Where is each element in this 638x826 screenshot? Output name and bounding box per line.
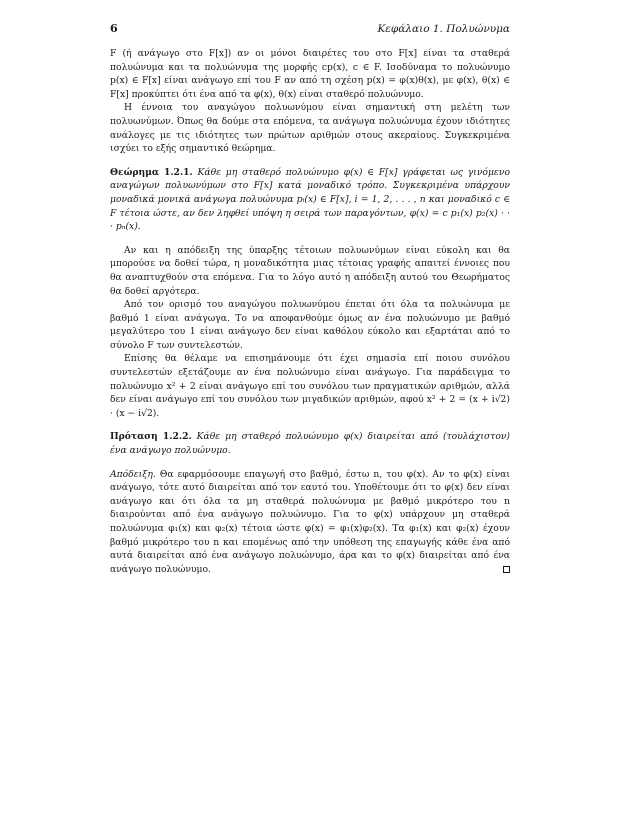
paragraph-irreducible-intro: Η έννοια του αναγώγου πολυωνύμου είναι σημαντική στη μελέτη των πολυωνύμων. Όπως θα δούμε στα επόμενα, τα ανάγωγα πολυώνυμα έχουν ιδιότητες ανάλογες με τις ιδιότητες των πρώτων αριθμών στους ακεραίους. Συγκεκριμένα ισχύει το εξής σημαντικό θεώρημα.: [110, 102, 510, 155]
page-number: 6: [110, 22, 118, 35]
proof: [110, 468, 510, 577]
paragraph-definition-end: F (ή ανάγωγο στο F[x]) αν οι μόνοι διαιρέτες του στο F[x] είναι τα σταθερά πολυώνυμα και τα πολυώνυμα της μορφής cp(x), c ∈ F. Ισοδύναμα το πολυώνυμο p(x) ∈ F[x] είναι ανάγωγο επί του F αν από τη σχέση p(x) = φ(x)θ(x), με φ(x), θ(x) ∈ F[x] προκύπτει ότι ένα από τα φ(x), θ(x) είναι σταθερό πολυώνυμο.: [110, 48, 510, 100]
paragraph-coefficient-field: Επίσης θα θέλαμε να επισημάνουμε ότι έχει σημασία επί ποιου συνόλου συντελεστών εξετάζουμε αν ένα πολυώνυμο είναι ανάγωγο. Για παράδειγμα το πολυώνυμο x² + 2 είναι ανάγωγο επί του συνόλου των πραγματικών αριθμών, αλλά δεν είναι ανάγωγο επί του συνόλου των μιγαδικών αριθμών, αφού x² + 2 = (x + i√2) · (x − i√2).: [110, 353, 510, 419]
qed-square-icon: [503, 566, 510, 573]
page: [110, 22, 510, 576]
theorem-label: Θεώρημα 1.2.1.: [110, 166, 193, 178]
paragraph-proof-deferred: Αν και η απόδειξη της ύπαρξης τέτοιων πολυωνύμων είναι εύκολη και θα μπορούσε να δοθεί τώρα, η μοναδικότητα μιας τέτοιας γραφής απαιτεί έννοιες που θα αναπτυχθούν στα επόμενα. Για το λόγο αυτό η απόδειξη αυτού του Θεωρήματος θα δοθεί αργότερα.: [110, 244, 510, 297]
running-header: [110, 22, 510, 40]
chapter-title: Κεφάλαιο 1. Πολυώνυμα: [377, 23, 510, 35]
proof-label: Απόδειξη.: [110, 468, 156, 480]
proposition-label: Πρόταση 1.2.2.: [110, 431, 192, 443]
proposition-1-2-2: [110, 430, 510, 457]
proposition-statement: Κάθε μη σταθερό πολυώνυμο φ(x) διαιρείται από (τουλάχιστον) ένα ανάγωγο πολυώνυμο.: [110, 431, 511, 457]
theorem-statement: Κάθε μη σταθερό πολυώνυμο φ(x) ∈ F[x] γράφεται ως γινόμενο αναγώγων πολυωνύμων στο F[x] κατά μοναδικό τρόπο. Συγκεκριμένα υπάρχουν μοναδικά μονικά ανάγωγα πολυώνυμα pᵢ(x) ∈ F[x], i = 1, 2, . . . , n και μοναδικό c ∈ F τέτοια ώστε, αν δεν ληφθεί υπόψη η σειρά των παραγόντων, φ(x) = c p₁(x) p₂(x) · · · pₙ(x).: [110, 166, 510, 233]
paragraph-degree-one: Από τον ορισμό του αναγώγου πολυωνύμου έπεται ότι όλα τα πολυώνυμα με βαθμό 1 είναι ανάγωγα. Το να αποφανθούμε όμως αν ένα πολυώνυμο με βαθμό μεγαλύτερο του 1 είναι ανάγωγο δεν είναι καθόλου εύκολο και εξαρτάται από το σύνολο F των συντελεστών.: [110, 299, 510, 351]
proof-body: Θα εφαρμόσουμε επαγωγή στο βαθμό, έστω n, του φ(x). Αν το φ(x) είναι ανάγωγο, τότε αυτό διαιρείται από τον εαυτό του. Υποθέτουμε ότι το φ(x) δεν είναι ανάγωγο και ότι όλα τα μη σταθερά πολυώνυμα με βαθμό μικρότερο του n διαιρούνται από ένα ανάγωγο πολυώνυμο. Για το φ(x) υπάρχουν μη σταθερά πολυώνυμα φ₁(x) και φ₂(x) τέτοια ώστε φ(x) = φ₁(x)φ₂(x). Τα φ₁(x) και φ₂(x) έχουν βαθμό μικρότερο του n και επομένως από την υπόθεση της επαγωγής κάθε ένα από αυτά διαιρείται από ένα ανάγωγο πολυώνυμο, άρα και το φ(x) διαιρείται από ένα ανάγωγο πολυώνυμο.: [110, 468, 510, 575]
theorem-1-2-1: [110, 166, 510, 234]
